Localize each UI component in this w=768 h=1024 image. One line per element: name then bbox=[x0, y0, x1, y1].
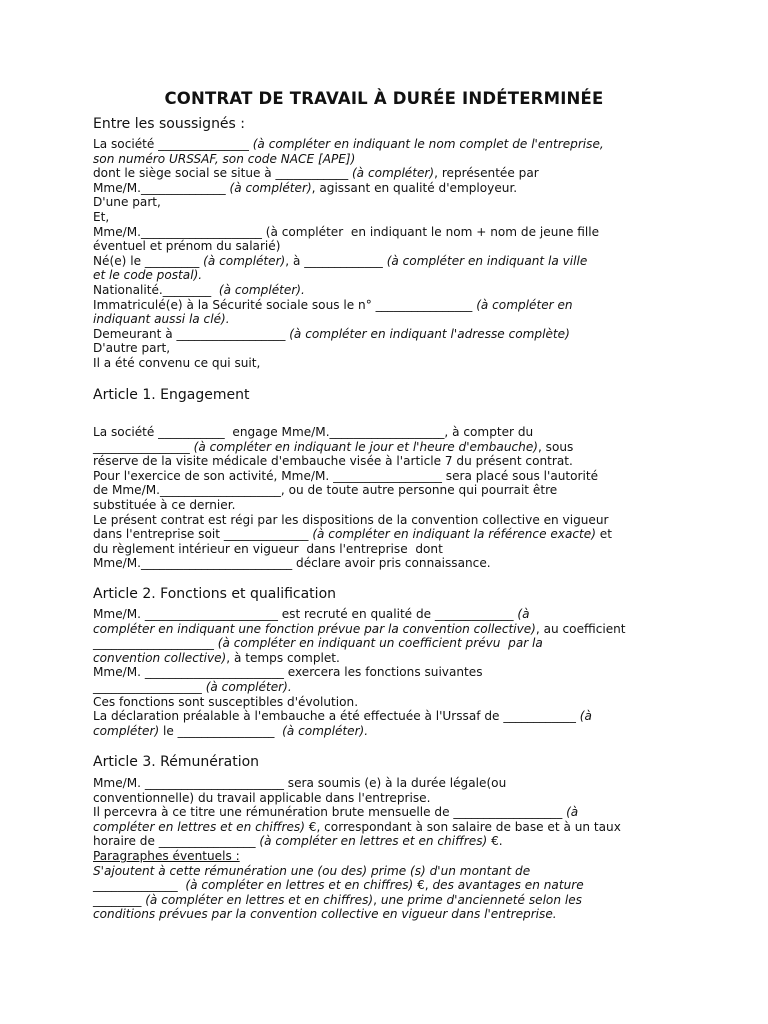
section-heading-parties: Entre les soussignés : bbox=[93, 116, 246, 132]
placeholder-instruction: et le code postal). bbox=[93, 268, 203, 283]
article1-line bbox=[93, 425, 533, 439]
placeholder-instruction: compléter en lettres et en chiffres) bbox=[93, 819, 305, 834]
line-text: , au coefficient bbox=[535, 621, 626, 636]
article1-line bbox=[93, 513, 609, 527]
article1-line bbox=[93, 454, 573, 468]
line-text: Né(e) le _________ bbox=[93, 253, 204, 268]
parties-line bbox=[93, 283, 305, 297]
line-text: €, correspondant à son salaire de base et à un taux bbox=[304, 819, 621, 834]
document-title: CONTRAT DE TRAVAIL À DURÉE INDÉTERMINÉE bbox=[164, 89, 604, 108]
placeholder-instruction: convention collective) bbox=[93, 650, 227, 665]
line-text: le ________________ bbox=[159, 723, 283, 738]
line-text: conventionnelle) du travail applicable dans l'entreprise. bbox=[93, 790, 431, 805]
placeholder-instruction: (à compléter en lettres et en chiffres) bbox=[259, 834, 488, 849]
line-text: Mme/M._________________________ déclare avoir pris connaissance. bbox=[93, 556, 491, 571]
article-1-heading: Article 1. Engagement bbox=[93, 387, 250, 403]
article2-line bbox=[93, 636, 543, 650]
line-text: Mme/M.____________________ (à compléter en indiquant le nom + nom de jeune fille bbox=[93, 224, 600, 239]
line-text: Pour l'exercice de son activité, Mme/M. __________________ sera placé sous l'autorité bbox=[93, 468, 599, 483]
placeholder-instruction: (à compléter en bbox=[476, 297, 573, 312]
article2-line bbox=[93, 622, 626, 636]
underlined-subheading: Paragraphes éventuels : bbox=[93, 849, 240, 863]
line-text: Ces fonctions sont susceptibles d'évolution. bbox=[93, 694, 359, 709]
line-text: , sous bbox=[537, 439, 574, 454]
line-text: , bbox=[373, 892, 381, 907]
article2-line bbox=[93, 724, 368, 738]
placeholder-instruction: (à bbox=[579, 709, 592, 724]
article1-line bbox=[93, 440, 573, 454]
line-text: dans l'entreprise soit ______________ bbox=[93, 527, 313, 542]
placeholder-instruction: (à compléter en indiquant le jour et l'heure d'embauche) bbox=[193, 439, 538, 454]
article1-line bbox=[93, 483, 557, 497]
line-text: €, bbox=[413, 878, 433, 893]
parties-line bbox=[93, 239, 280, 253]
parties-line bbox=[93, 312, 230, 326]
parties-line bbox=[93, 254, 587, 268]
line-text: ________________ bbox=[93, 439, 194, 454]
article3-line bbox=[93, 893, 582, 907]
line-text: Le présent contrat est régi par les dispositions de la convention collective en vigueur bbox=[93, 512, 609, 527]
article3-line bbox=[93, 864, 530, 878]
parties-line bbox=[93, 298, 573, 312]
parties-line bbox=[93, 195, 161, 209]
article2-line bbox=[93, 709, 592, 723]
placeholder-instruction: conditions prévues par la convention collective en vigueur dans l'entreprise. bbox=[93, 907, 557, 922]
line-text: , représentée par bbox=[434, 166, 539, 181]
line-text: D'autre part, bbox=[93, 341, 171, 356]
placeholder-instruction: (à compléter en indiquant la ville bbox=[386, 253, 588, 268]
placeholder-instruction: (à compléter) bbox=[203, 253, 286, 268]
article3-line bbox=[93, 776, 506, 790]
article2-line bbox=[93, 680, 292, 694]
parties-line bbox=[93, 225, 599, 239]
placeholder-instruction: son numéro URSSAF, son code NACE [APE]) bbox=[93, 151, 356, 166]
placeholder-instruction: (à compléter en indiquant la référence exacte) bbox=[312, 527, 596, 542]
line-text: __________________ bbox=[93, 680, 206, 694]
line-text: éventuel et prénom du salarié) bbox=[93, 239, 281, 254]
parties-line bbox=[93, 181, 517, 195]
line-text: ____________________ bbox=[93, 636, 218, 651]
article3-line bbox=[93, 834, 503, 848]
parties-line bbox=[93, 210, 109, 224]
line-text: substituée à ce dernier. bbox=[93, 498, 236, 512]
line-text: La déclaration préalable à l'embauche a été effectuée à l'Urssaf de ____________ bbox=[93, 709, 580, 724]
line-text: , à temps complet. bbox=[226, 650, 340, 665]
line-text: Mme/M. ______________________ est recruté en qualité de _____________ bbox=[93, 607, 518, 621]
line-text: Et, bbox=[93, 210, 110, 224]
article1-line bbox=[93, 469, 598, 483]
article2-line bbox=[93, 665, 483, 679]
line-text: de Mme/M.____________________, ou de toute autre personne qui pourrait être bbox=[93, 483, 558, 498]
line-text: Il percevra à ce titre une rémunération brute mensuelle de __________________ bbox=[93, 805, 567, 820]
article3-line bbox=[93, 820, 621, 834]
article-2-heading: Article 2. Fonctions et qualification bbox=[93, 586, 337, 602]
placeholder-instruction: une prime d'ancienneté selon les bbox=[380, 892, 582, 907]
line-text: et bbox=[595, 527, 612, 542]
article2-line bbox=[93, 695, 358, 709]
article1-line bbox=[93, 527, 612, 541]
line-text: Nationalité.________ bbox=[93, 283, 219, 297]
placeholder-instruction: S'ajoutent à cette rémunération une (ou des) prime (s) d'un montant de bbox=[93, 863, 531, 878]
line-text: La société ___________ engage Mme/M.___________________, à compter du bbox=[93, 425, 534, 439]
line-text: Il a été convenu ce qui suit, bbox=[93, 356, 261, 370]
placeholder-instruction: compléter) bbox=[93, 723, 160, 738]
article2-line bbox=[93, 607, 530, 621]
placeholder-instruction: (à compléter) bbox=[351, 166, 435, 181]
placeholder-instruction: (à compléter). bbox=[205, 680, 292, 694]
placeholder-instruction: (à compléter) bbox=[229, 180, 312, 195]
line-text: Mme/M. _______________________ exercera les fonctions suivantes bbox=[93, 665, 483, 680]
article-3-heading: Article 3. Rémunération bbox=[93, 754, 260, 770]
placeholder-instruction: des avantages en nature bbox=[432, 878, 584, 893]
line-text: €. bbox=[487, 834, 503, 849]
parties-line bbox=[93, 166, 539, 180]
article1-line bbox=[93, 556, 491, 570]
placeholder-instruction: indiquant aussi la clé). bbox=[93, 312, 230, 327]
placeholder-instruction: (à compléter en lettres et en chiffres) bbox=[185, 878, 414, 893]
article3-line bbox=[93, 849, 240, 863]
article3-line bbox=[93, 805, 578, 819]
line-text: , agissant en qualité d'employeur. bbox=[311, 180, 518, 195]
line-text: réserve de la visite médicale d'embauche visée à l'article 7 du présent contrat. bbox=[93, 454, 573, 469]
placeholder-instruction: (à bbox=[517, 607, 530, 621]
article1-line bbox=[93, 542, 443, 556]
article1-line bbox=[93, 498, 235, 512]
line-text: , à _____________ bbox=[285, 253, 387, 268]
parties-line bbox=[93, 341, 170, 355]
placeholder-instruction: (à compléter en indiquant l'adresse complète) bbox=[289, 326, 570, 341]
article3-line bbox=[93, 907, 557, 921]
article3-line bbox=[93, 878, 584, 892]
article2-line bbox=[93, 651, 340, 665]
placeholder-instruction: compléter en indiquant une fonction prévue par la convention collective) bbox=[93, 621, 536, 636]
placeholder-instruction: (à compléter). bbox=[282, 723, 369, 738]
line-text: La société _______________ bbox=[93, 137, 253, 151]
line-text: Immatriculé(e) à la Sécurité sociale sous le n° ________________ bbox=[93, 297, 477, 312]
line-text: horaire de ________________ bbox=[93, 834, 260, 849]
line-text: Mme/M. _______________________ sera soumis (e) à la durée légale(ou bbox=[93, 776, 507, 790]
parties-line bbox=[93, 268, 202, 282]
placeholder-instruction: (à bbox=[566, 805, 579, 820]
parties-line bbox=[93, 327, 570, 341]
parties-line bbox=[93, 137, 604, 151]
line-text: Demeurant à __________________ bbox=[93, 326, 290, 341]
placeholder-instruction: ________ (à compléter en lettres et en chiffres) bbox=[93, 892, 374, 907]
line-text: D'une part, bbox=[93, 195, 161, 210]
placeholder-instruction: (à compléter en indiquant un coefficient prévu par la bbox=[217, 636, 543, 651]
placeholder-instruction: (à compléter). bbox=[218, 283, 305, 297]
line-text: dont le siège social se situe à ____________ bbox=[93, 166, 352, 181]
placeholder-instruction: (à compléter en indiquant le nom complet de l'entreprise, bbox=[252, 137, 604, 151]
line-text: ______________ bbox=[93, 878, 186, 893]
parties-line bbox=[93, 152, 355, 166]
line-text: Mme/M.______________ bbox=[93, 180, 230, 195]
parties-line bbox=[93, 356, 260, 370]
line-text: du règlement intérieur en vigueur dans l'entreprise dont bbox=[93, 541, 443, 556]
article3-line bbox=[93, 791, 430, 805]
